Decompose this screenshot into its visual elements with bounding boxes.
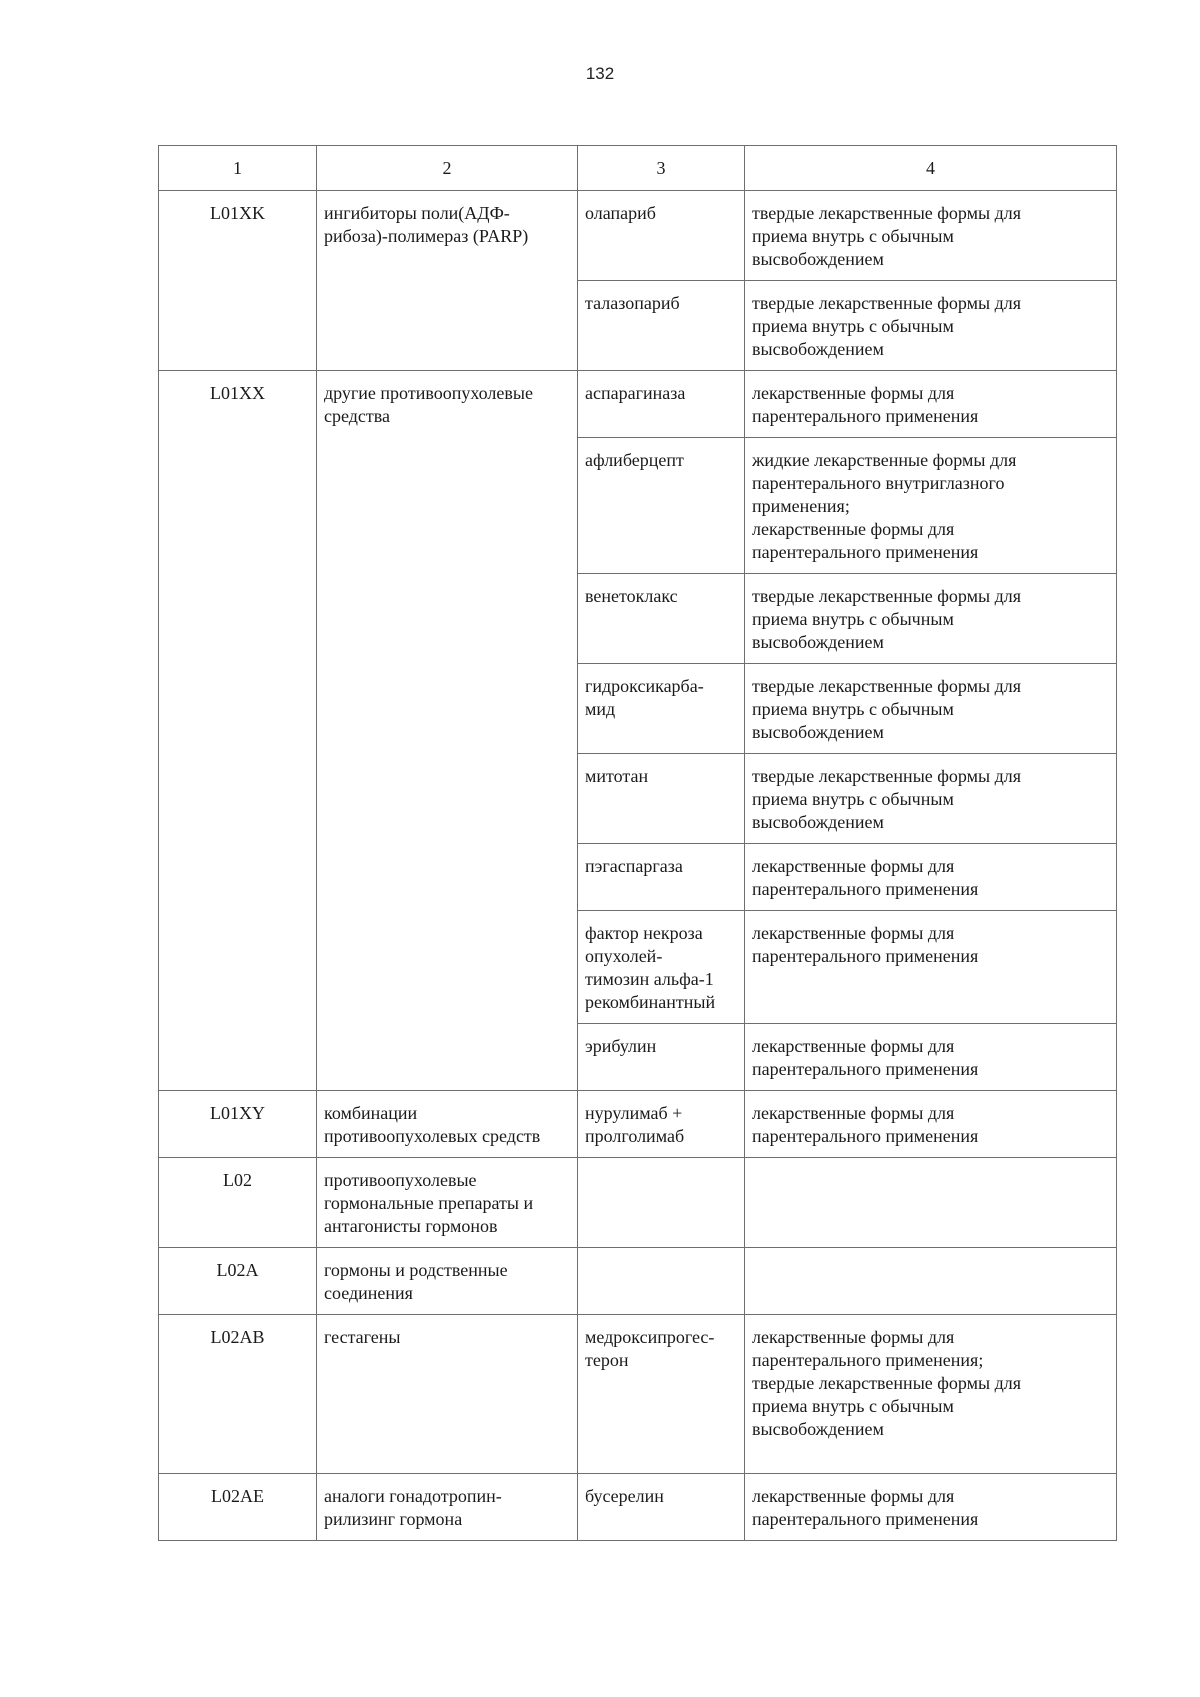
dosage-form-line: парентерального применения (752, 542, 979, 562)
group-name-cell (317, 1248, 578, 1315)
dosage-form-line: лекарственные формы для (752, 1036, 955, 1056)
substance-line: тимозин альфа-1 (585, 969, 714, 989)
dosage-form-line: парентерального применения (752, 406, 979, 426)
group-name-line: рибоза)-полимераз (PARP) (324, 226, 529, 246)
substance-cell (578, 1474, 745, 1541)
dosage-form-cell (745, 1474, 1117, 1541)
dosage-form-line: парентерального применения (752, 1509, 979, 1529)
dosage-form-line: твердые лекарственные формы для (752, 1373, 1022, 1393)
dosage-form-line: высвобождением (752, 339, 884, 359)
table-row (159, 1091, 1117, 1158)
table-row (159, 371, 1117, 438)
substance-line: опухолей- (585, 946, 663, 966)
substance-line: рекомбинантный (585, 992, 716, 1012)
atc-code-cell: L02 (159, 1158, 317, 1248)
substance-line: фактор некроза (585, 923, 703, 943)
dosage-form-line: твердые лекарственные формы для (752, 586, 1022, 606)
substance-line: венетоклакс (585, 586, 678, 606)
atc-code-cell: L01XY (159, 1091, 317, 1158)
substance-cell (578, 844, 745, 911)
dosage-form-cell (745, 664, 1117, 754)
column-header-2: 2 (317, 146, 578, 191)
dosage-form-cell (745, 438, 1117, 574)
dosage-form-line: парентерального применения (752, 1126, 979, 1146)
dosage-form-line: твердые лекарственные формы для (752, 203, 1022, 223)
substance-line: пролголимаб (585, 1126, 685, 1146)
substance-cell (578, 1091, 745, 1158)
table-row (159, 1248, 1117, 1315)
substance-line: афлиберцепт (585, 450, 684, 470)
group-name-line: гормональные препараты и (324, 1193, 534, 1213)
group-name-line: противоопухолевые (324, 1170, 477, 1190)
dosage-form-line: лекарственные формы для (752, 383, 955, 403)
group-name-cell (317, 1158, 578, 1248)
group-name-line: ингибиторы поли(АДФ- (324, 203, 510, 223)
dosage-form-line: лекарственные формы для (752, 519, 955, 539)
substance-line: медроксипрогес- (585, 1327, 715, 1347)
dosage-form-line: парентерального внутриглазного (752, 473, 1005, 493)
substance-line: талазопариб (585, 293, 680, 313)
group-name-line: противоопухолевых средств (324, 1126, 541, 1146)
group-name-cell (317, 1315, 578, 1474)
dosage-form-line: высвобождением (752, 632, 884, 652)
page-number: 132 (585, 64, 615, 83)
group-name-line: гестагены (324, 1327, 401, 1347)
atc-code-cell: L01XK (159, 191, 317, 371)
table-row (159, 191, 1117, 281)
atc-code-cell: L01XX (159, 371, 317, 1091)
group-name-cell (317, 1091, 578, 1158)
substance-cell (578, 371, 745, 438)
atc-code-cell: L02AB (159, 1315, 317, 1474)
dosage-form-line: парентерального применения (752, 1059, 979, 1079)
group-name-cell (317, 191, 578, 371)
dosage-form-line: приема внутрь с обычным (752, 699, 954, 719)
table-row (159, 1315, 1117, 1474)
dosage-form-line: приема внутрь с обычным (752, 1396, 954, 1416)
substance-cell (578, 438, 745, 574)
substance-line: пэгаспаргаза (585, 856, 683, 876)
atc-code-cell: L02A (159, 1248, 317, 1315)
dosage-form-line: жидкие лекарственные формы для (752, 450, 1017, 470)
dosage-form-line: твердые лекарственные формы для (752, 766, 1022, 786)
group-name-line: комбинации (324, 1103, 418, 1123)
substance-cell (578, 281, 745, 371)
substance-line: нурулимаб + (585, 1103, 683, 1123)
substance-cell (578, 754, 745, 844)
dosage-form-line: приема внутрь с обычным (752, 316, 954, 336)
dosage-form-cell (745, 1158, 1117, 1248)
dosage-form-line: высвобождением (752, 249, 884, 269)
substance-cell (578, 1024, 745, 1091)
dosage-form-cell (745, 1315, 1117, 1474)
table-row (159, 1158, 1117, 1248)
group-name-line: гормоны и родственные (324, 1260, 508, 1280)
column-header-1: 1 (159, 146, 317, 191)
substance-line: эрибулин (585, 1036, 657, 1056)
dosage-form-line: высвобождением (752, 722, 884, 742)
table-body (159, 191, 1117, 1541)
group-name-line: антагонисты гормонов (324, 1216, 498, 1236)
group-name-cell (317, 1474, 578, 1541)
substance-cell (578, 664, 745, 754)
dosage-form-cell (745, 754, 1117, 844)
substance-line: терон (585, 1350, 629, 1370)
dosage-form-line: высвобождением (752, 812, 884, 832)
dosage-form-cell (745, 911, 1117, 1024)
group-name-line: рилизинг гормона (324, 1509, 463, 1529)
dosage-form-line: лекарственные формы для (752, 1103, 955, 1123)
substance-line: гидроксикарба- (585, 676, 704, 696)
substance-cell (578, 1248, 745, 1315)
dosage-form-cell (745, 1248, 1117, 1315)
substance-line: бусерелин (585, 1486, 664, 1506)
dosage-form-line: твердые лекарственные формы для (752, 293, 1022, 313)
dosage-form-cell (745, 1091, 1117, 1158)
drug-table (158, 145, 1117, 1541)
substance-line: аспарагиназа (585, 383, 686, 403)
dosage-form-line: лекарственные формы для (752, 1327, 955, 1347)
table-row (159, 1474, 1117, 1541)
substance-line: олапариб (585, 203, 656, 223)
dosage-form-line: парентерального применения (752, 946, 979, 966)
dosage-form-cell (745, 574, 1117, 664)
dosage-form-line: применения; (752, 496, 850, 516)
substance-cell (578, 191, 745, 281)
dosage-form-line: парентерального применения; (752, 1350, 984, 1370)
dosage-form-line: твердые лекарственные формы для (752, 676, 1022, 696)
dosage-form-cell (745, 844, 1117, 911)
substance-line: мид (585, 699, 616, 719)
dosage-form-cell (745, 371, 1117, 438)
group-name-line: аналоги гонадотропин- (324, 1486, 502, 1506)
substance-line: митотан (585, 766, 649, 786)
substance-cell (578, 1315, 745, 1474)
dosage-form-line: приема внутрь с обычным (752, 789, 954, 809)
group-name-line: соединения (324, 1283, 413, 1303)
group-name-line: другие противоопухолевые (324, 383, 533, 403)
dosage-form-cell (745, 191, 1117, 281)
table-header-row (159, 146, 1117, 191)
substance-cell (578, 911, 745, 1024)
column-header-4: 4 (745, 146, 1117, 191)
dosage-form-line: приема внутрь с обычным (752, 609, 954, 629)
dosage-form-line: парентерального применения (752, 879, 979, 899)
dosage-form-line: высвобождением (752, 1419, 884, 1439)
dosage-form-line: лекарственные формы для (752, 1486, 955, 1506)
group-name-line: средства (324, 406, 391, 426)
substance-cell (578, 574, 745, 664)
substance-cell (578, 1158, 745, 1248)
column-header-3: 3 (578, 146, 745, 191)
dosage-form-cell (745, 1024, 1117, 1091)
atc-code-cell: L02AE (159, 1474, 317, 1541)
dosage-form-line: лекарственные формы для (752, 923, 955, 943)
dosage-form-line: приема внутрь с обычным (752, 226, 954, 246)
dosage-form-cell (745, 281, 1117, 371)
group-name-cell (317, 371, 578, 1091)
dosage-form-line: лекарственные формы для (752, 856, 955, 876)
